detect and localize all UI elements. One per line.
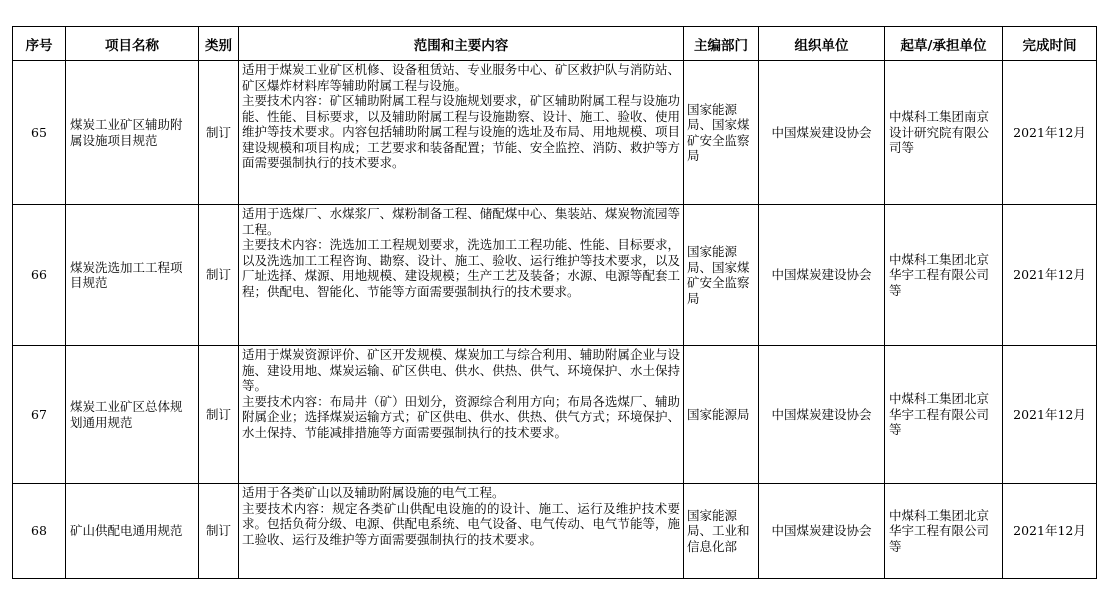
completion-time: 2021年12月 — [1003, 205, 1097, 346]
project-name: 煤炭洗选加工工程项目规范 — [66, 205, 199, 346]
completion-time: 2021年12月 — [1003, 484, 1097, 579]
header-no: 序号 — [13, 27, 66, 61]
header-dept: 主编部门 — [684, 27, 759, 61]
drafting-unit: 中煤科工集团北京华宇工程有限公司等 — [885, 346, 1003, 484]
project-type: 制订 — [199, 484, 239, 579]
row-number: 68 — [13, 484, 66, 579]
scope-main-content: 主要技术内容：布局井（矿）田划分，资源综合利用方向；布局各选煤厂、辅助附属企业；选择煤炭运输方式；矿区供电、供水、供热、供气方式；环境保护、水土保持、节能减排措施等方面需要强制执行的技术要求。 — [242, 393, 680, 440]
scope-main-content: 主要技术内容：洗选加工工程规划要求，洗选加工工程功能、性能、目标要求，以及洗选加工工程咨询、勘察、设计、施工、验收、运行维护等技术要求，以及厂址选择、煤源、用地规模、建设规模；生产工艺及装备；水源、电源等配套工程；供配电、智能化、节能等方面需要强制执行的技术要求。 — [242, 237, 680, 299]
scope-main-content: 主要技术内容：规定各类矿山供配电设施的的设计、施工、运行及维护技术要求。包括负荷分级、电源、供配电系统、电气设备、电气传动、电气节能等，施工验收、运行及维护等方面需要强制执行的技术要求。 — [242, 500, 680, 547]
scope-applicability: 适用于选煤厂、水煤浆厂、煤粉制备工程、储配煤中心、集装站、煤炭物流园等工程。 — [242, 206, 680, 237]
project-type: 制订 — [199, 346, 239, 484]
table-row — [13, 346, 1097, 484]
organizing-unit: 中国煤炭建设协会 — [759, 484, 885, 579]
row-number: 67 — [13, 346, 66, 484]
organizing-unit: 中国煤炭建设协会 — [759, 205, 885, 346]
editor-department: 国家能源局 — [684, 346, 759, 484]
header-name: 项目名称 — [66, 27, 199, 61]
editor-department: 国家能源局、国家煤矿安全监察局 — [684, 61, 759, 205]
project-name: 矿山供配电通用规范 — [66, 484, 199, 579]
header-type: 类别 — [199, 27, 239, 61]
drafting-unit: 中煤科工集团南京设计研究院有限公司等 — [885, 61, 1003, 205]
header-time: 完成时间 — [1003, 27, 1097, 61]
standards-table — [12, 26, 1097, 579]
scope-applicability: 适用于煤炭工业矿区机修、设备租赁站、专业服务中心、矿区救护队与消防站、矿区爆炸材料库等辅助附属工程与设施。 — [242, 62, 680, 93]
scope-applicability: 适用于各类矿山以及辅助附属设施的电气工程。 — [242, 485, 505, 500]
header-org: 组织单位 — [759, 27, 885, 61]
table-row — [13, 61, 1097, 205]
scope-cell — [239, 61, 684, 205]
editor-department: 国家能源局、工业和信息化部 — [684, 484, 759, 579]
row-number: 65 — [13, 61, 66, 205]
drafting-unit: 中煤科工集团北京华宇工程有限公司等 — [885, 484, 1003, 579]
scope-cell — [239, 484, 684, 579]
completion-time: 2021年12月 — [1003, 61, 1097, 205]
scope-cell — [239, 346, 684, 484]
project-type: 制订 — [199, 205, 239, 346]
scope-main-content: 主要技术内容：矿区辅助附属工程与设施规划要求，矿区辅助附属工程与设施功能、性能、目标要求，以及辅助附属工程与设施勘察、设计、施工、验收、使用维护等技术要求。内容包括辅助附属工程与设施的选址及布局、用地规模、项目建设规模和项目构成；工艺要求和装备配置；节能、安全监控、消防、救护等方面需要强制执行的技术要求。 — [242, 93, 680, 170]
project-name: 煤炭工业矿区总体规划通用规范 — [66, 346, 199, 484]
header-scope: 范围和主要内容 — [239, 27, 684, 61]
header-row — [13, 27, 1097, 61]
scope-cell — [239, 205, 684, 346]
row-number: 66 — [13, 205, 66, 346]
project-type: 制订 — [199, 61, 239, 205]
organizing-unit: 中国煤炭建设协会 — [759, 61, 885, 205]
organizing-unit: 中国煤炭建设协会 — [759, 346, 885, 484]
editor-department: 国家能源局、国家煤矿安全监察局 — [684, 205, 759, 346]
table-row — [13, 205, 1097, 346]
table-row — [13, 484, 1097, 579]
header-drafter: 起草/承担单位 — [885, 27, 1003, 61]
project-name: 煤炭工业矿区辅助附属设施项目规范 — [66, 61, 199, 205]
scope-applicability: 适用于煤炭资源评价、矿区开发规模、煤炭加工与综合利用、辅助附属企业与设施、建设用地、煤炭运输、矿区供电、供水、供热、供气、环境保护、水土保持等。 — [242, 347, 680, 393]
completion-time: 2021年12月 — [1003, 346, 1097, 484]
drafting-unit: 中煤科工集团北京华宇工程有限公司等 — [885, 205, 1003, 346]
